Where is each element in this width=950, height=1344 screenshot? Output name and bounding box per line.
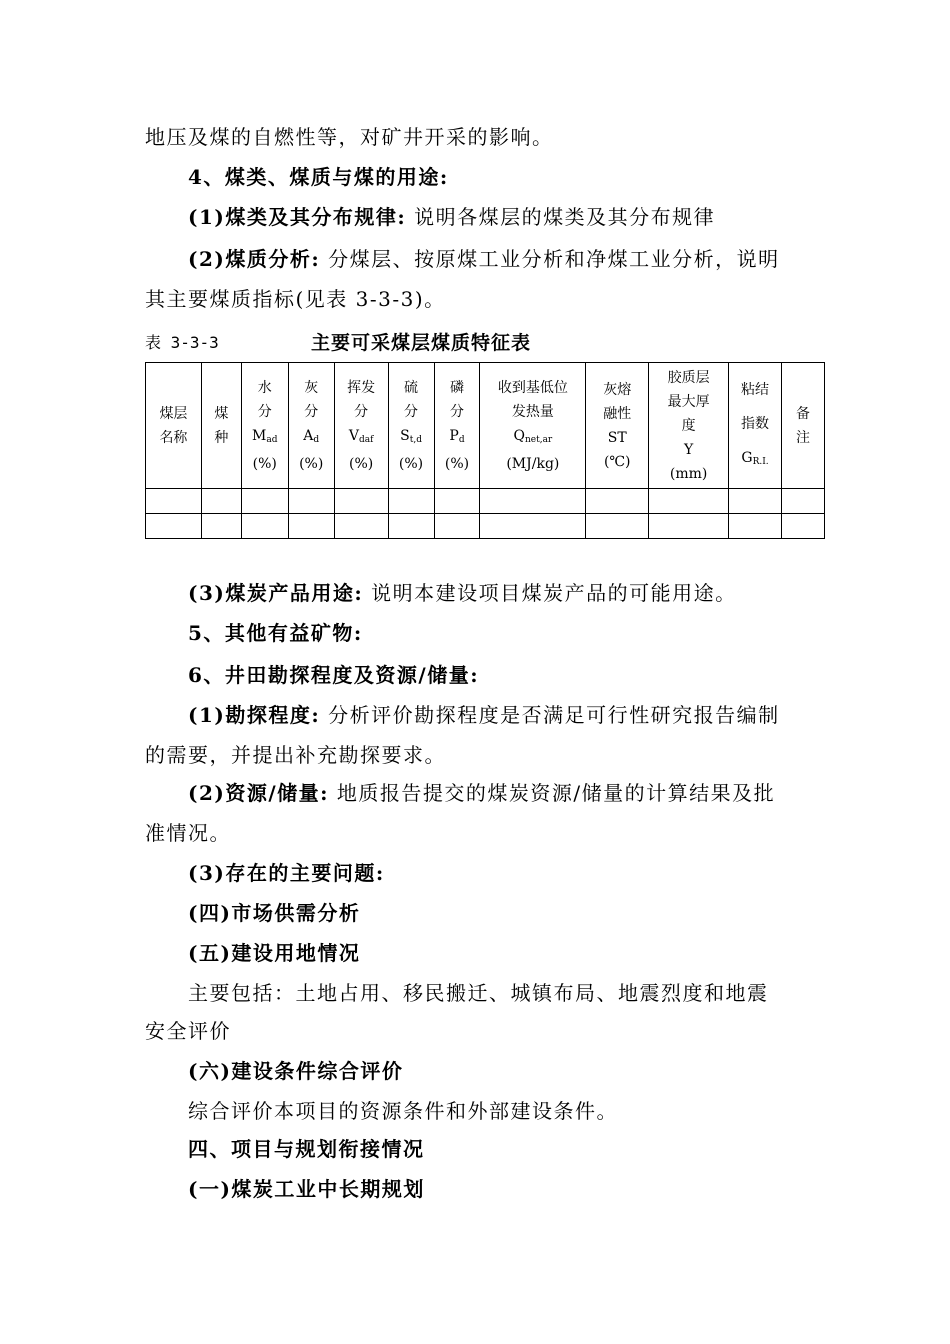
table-cell (480, 489, 586, 514)
header-moisture: 水 分 $M_{ad}$ (%) (241, 363, 288, 489)
table-cell (201, 489, 241, 514)
table-cell (729, 514, 782, 539)
section-heading: 4、煤类、煤质与煤的用途: (188, 165, 449, 189)
paragraph-line: 准情况。 (145, 821, 231, 845)
section-heading: (六)建设条件综合评价 (188, 1059, 404, 1083)
header-phosphorus: 磷 分 $P_d$ (%) (434, 363, 480, 489)
table-title: 主要可采煤层煤质特征表 (311, 332, 532, 354)
section-heading: 四、项目与规划衔接情况 (188, 1137, 425, 1161)
header-plastic-layer: 胶质层 最大厚 度 Y (mm) (649, 363, 729, 489)
paragraph-line: 的需要，并提出补充勘探要求。 (145, 743, 446, 767)
header-ash-fusion: 灰熔 融性 ST (℃) (586, 363, 649, 489)
table-cell (241, 514, 288, 539)
paragraph-line: 综合评价本项目的资源条件和外部建设条件。 (188, 1099, 618, 1123)
table-cell (781, 489, 824, 514)
header-caking-index: 粘结 指数 $G_{R.I.}$ (729, 363, 782, 489)
header-remarks: 备 注 (781, 363, 824, 489)
table-cell (729, 489, 782, 514)
paragraph-line: (1)煤类及其分布规律: 说明各煤层的煤类及其分布规律 (188, 205, 716, 229)
section-heading: 6、井田勘探程度及资源/储量: (188, 663, 480, 687)
table-caption (145, 328, 825, 352)
header-calorific-value: 收到基低位 发热量 $Q_{net,ar}$ (MJ/kg) (480, 363, 586, 489)
table-cell (434, 489, 480, 514)
table-cell (649, 489, 729, 514)
paragraph-line: (2)煤质分析: 分煤层、按原煤工业分析和净煤工业分析，说明 (188, 247, 780, 271)
section-heading: (四)市场供需分析 (188, 901, 361, 925)
coal-quality-table (145, 362, 825, 539)
table-number: 表 3-3-3 (145, 333, 219, 352)
table-cell (334, 489, 388, 514)
table-cell (288, 514, 334, 539)
table-cell (480, 514, 586, 539)
table-cell (586, 514, 649, 539)
section-heading: (五)建设用地情况 (188, 941, 361, 965)
table-cell (241, 489, 288, 514)
paragraph-line: (1)勘探程度: 分析评价勘探程度是否满足可行性研究报告编制 (188, 703, 780, 727)
table-cell (434, 514, 480, 539)
paragraph-line: (2)资源/储量: 地质报告提交的煤炭资源/储量的计算结果及批 (188, 781, 776, 805)
table-cell (388, 514, 434, 539)
paragraph-line: (3)煤炭产品用途: 说明本建设项目煤炭产品的可能用途。 (188, 581, 737, 605)
paragraph-line: 其主要煤质指标(见表 3-3-3)。 (145, 287, 446, 311)
table-cell (334, 514, 388, 539)
paragraph-line: 安全评价 (145, 1019, 231, 1043)
table-cell (146, 514, 202, 539)
header-volatile: 挥发 分 $V_{daf}$ (%) (334, 363, 388, 489)
table-row (146, 514, 825, 539)
header-coal-type: 煤 种 (201, 363, 241, 489)
table-cell (388, 489, 434, 514)
section-heading: (一)煤炭工业中长期规划 (188, 1177, 425, 1201)
table-cell (649, 514, 729, 539)
table-cell (146, 489, 202, 514)
table-header-row (146, 363, 825, 489)
table-cell (781, 514, 824, 539)
header-ash: 灰 分 $A_d$ (%) (288, 363, 334, 489)
paragraph-line: 地压及煤的自燃性等，对矿井开采的影响。 (145, 125, 554, 149)
table-cell (586, 489, 649, 514)
paragraph-line: 主要包括：土地占用、移民搬迁、城镇布局、地震烈度和地震 (188, 981, 769, 1005)
header-sulfur: 硫 分 $S_{t,d}$ (%) (388, 363, 434, 489)
section-heading: (3)存在的主要问题: (188, 861, 385, 885)
table-cell (288, 489, 334, 514)
table-row (146, 489, 825, 514)
section-heading: 5、其他有益矿物: (188, 621, 363, 645)
table-cell (201, 514, 241, 539)
header-seam-name: 煤层 名称 (146, 363, 202, 489)
